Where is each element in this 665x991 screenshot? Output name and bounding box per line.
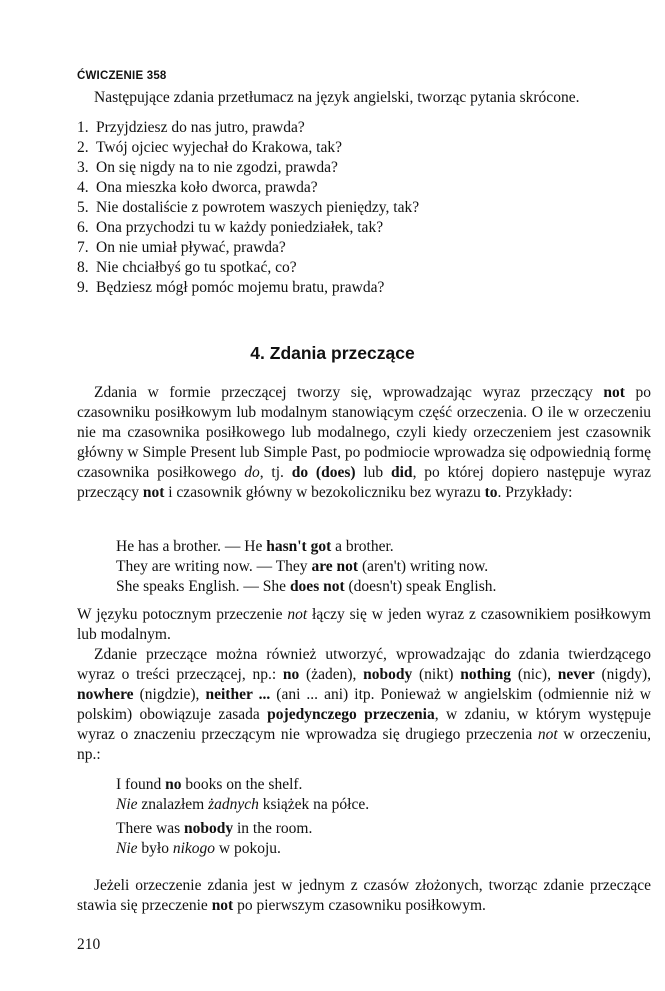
item-text: On się nigdy na to nie zgodzi, prawda?	[96, 159, 338, 176]
list-item	[77, 178, 419, 198]
exercise-list	[77, 118, 419, 298]
item-text: On nie umiał pływać, prawda?	[96, 239, 286, 256]
list-item	[77, 158, 419, 178]
item-number: 8.	[77, 259, 89, 276]
item-number: 6.	[77, 219, 89, 236]
item-text: Będziesz mógł pomóc mojemu bratu, prawda?	[96, 279, 385, 296]
item-number: 3.	[77, 159, 89, 176]
example-line: There was nobody in the room.	[116, 820, 313, 837]
item-number: 2.	[77, 139, 89, 156]
paragraph-negation-rule: Zdania w formie przeczącej tworzy się, wprowadzając wyraz przeczący not po czasowniku posiłkowym lub modalnym stanowiącym część orzeczenia. O ile w orzeczeniu nie ma czasownika posiłkowego lub modalnego, czyli kiedy orzeczeniem jest czasownik główny w Simple Present lub Simple Past, po podmiocie wprowadza się odpowiednią formę czasownika posiłkowego do, tj. do (does) lub did, po której dopiero następuje wyraz przeczący not i czasownik główny w bezokoliczniku bez wyrazu to. Przykłady:	[77, 384, 651, 501]
exercise-instruction: Następujące zdania przetłumacz na język angielski, tworząc pytania skrócone.	[94, 89, 580, 106]
item-number: 5.	[77, 199, 89, 216]
paragraph-single-negation: Zdanie przeczące można również utworzyć, wprowadzając do zdania twierdzącego wyraz o treści przeczącej, np.: no (żaden), nobody (nikt) nothing (nic), never (nigdy), nowhere (nigdzie), neither ... (ani ... ani) itp. Ponieważ w angielskim (odmiennie niż w polskim) obowiązuje zasada pojedynczego przeczenia, w zdaniu, w którym występuje wyraz o znaczeniu przeczącym nie wprowadza się drugiego przeczenia not w orzeczeniu, np.:	[77, 646, 651, 763]
list-item	[77, 198, 419, 218]
paragraph-colloquial: W języku potocznym przeczenie not łączy się w jeden wyraz z czasownikiem posiłkowym lub modalnym.	[77, 606, 651, 643]
example-line: She speaks English. — She does not (doesn't) speak English.	[116, 578, 497, 595]
examples-block-2	[116, 775, 369, 859]
section-heading: 4. Zdania przeczące	[250, 343, 415, 363]
list-item	[77, 278, 419, 298]
example-line: I found no books on the shelf.	[116, 776, 303, 793]
item-number: 4.	[77, 179, 89, 196]
list-item	[77, 118, 419, 138]
item-text: Ona mieszka koło dworca, prawda?	[96, 179, 318, 196]
item-number: 9.	[77, 279, 89, 296]
list-item	[77, 258, 419, 278]
item-text: Nie dostaliście z powrotem waszych pieniędzy, tak?	[96, 199, 420, 216]
item-text: Ona przychodzi tu w każdy poniedziałek, tak?	[96, 219, 384, 236]
example-line: Nie znalazłem żadnych książek na półce.	[116, 796, 370, 813]
item-text: Nie chciałbyś go tu spotkać, co?	[96, 259, 297, 276]
example-line: Nie było nikogo w pokoju.	[116, 840, 281, 857]
paragraph-compound-tenses: Jeżeli orzeczenie zdania jest w jednym z czasów złożonych, tworząc zdanie przeczące stawia się przeczenie not po pierwszym czasowniku posiłkowym.	[77, 877, 651, 914]
item-text: Przyjdziesz do nas jutro, prawda?	[96, 119, 305, 136]
example-line: He has a brother. — He hasn't got a brother.	[116, 538, 394, 555]
page-number: 210	[77, 936, 101, 953]
item-number: 1.	[77, 119, 89, 136]
list-item	[77, 138, 419, 158]
example-line: They are writing now. — They are not (aren't) writing now.	[116, 558, 489, 575]
examples-block-1	[116, 537, 496, 597]
item-number: 7.	[77, 239, 89, 256]
list-item	[77, 238, 419, 258]
exercise-title: ĆWICZENIE 358	[77, 70, 167, 82]
item-text: Twój ojciec wyjechał do Krakowa, tak?	[96, 139, 342, 156]
list-item	[77, 218, 419, 238]
